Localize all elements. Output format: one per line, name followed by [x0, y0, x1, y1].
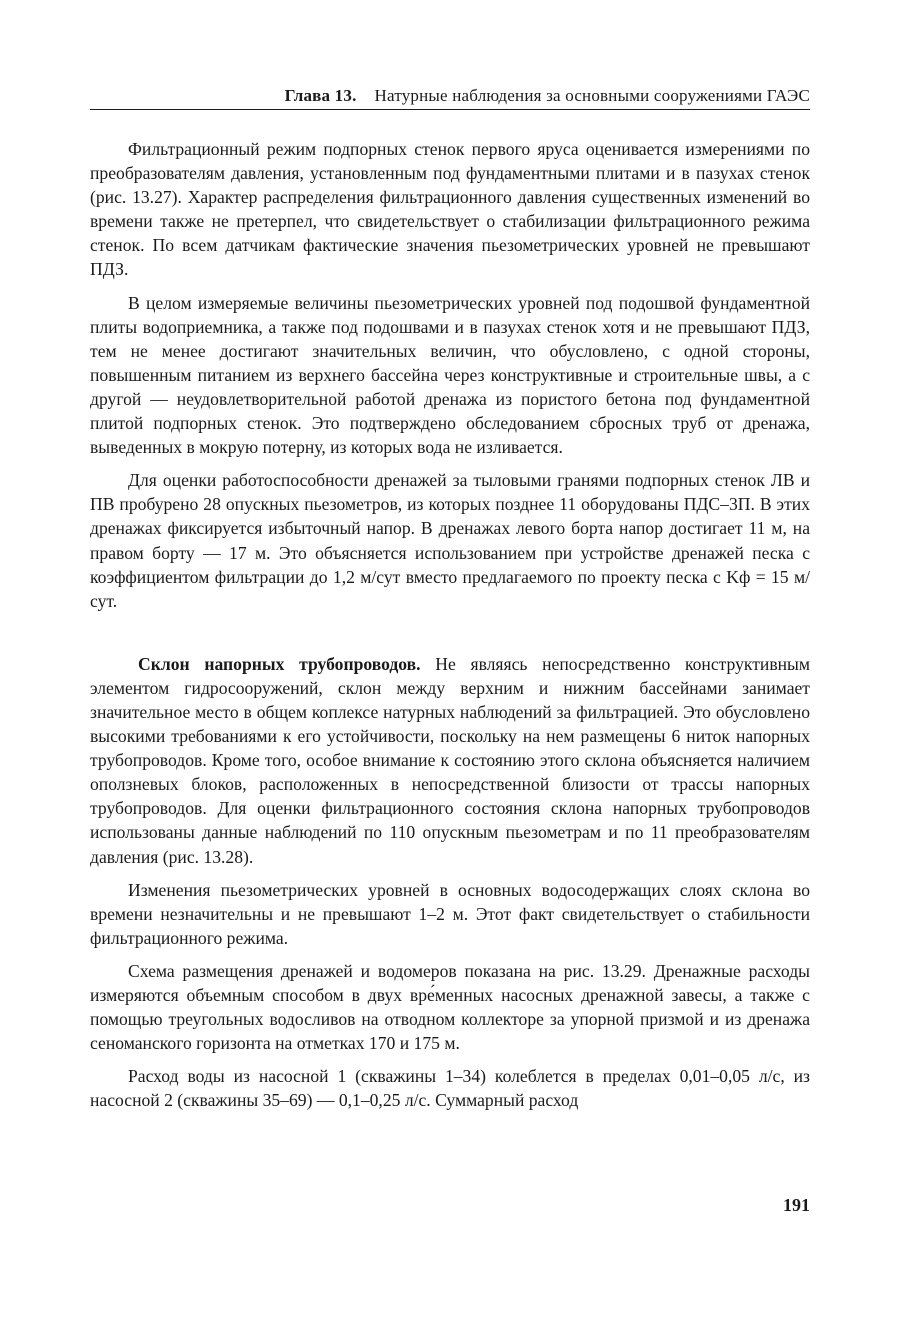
- paragraph: Для оценки работоспособности дренажей за тыловыми гранями подпорных стенок ЛВ и ПВ пробурено 28 опускных пьезометров, из которых позднее 11 оборудованы ПДС–3П. В этих дренажах фиксируется избыточный напор. В дренажах левого борта напор достигает 11 м, на правом борту — 17 м. Это объясняется использованием при устройстве дренажей песка с коэффициентом фильтрации до 1,2 м/сут вместо предлагаемого по проекту песка с Kф = 15 м/сут.: [90, 470, 810, 611]
- section-paragraph: [90, 652, 810, 869]
- paragraph: Схема размещения дренажей и водомеров показана на рис. 13.29. Дренажные расходы измеряются объемным способом в двух вре́менных насосных дренажной завесы, а также с помощью треугольных водосливов на отводном коллекторе за упорной призмой и из дренажа сеноманского горизонта на отметках 170 и 175 м.: [90, 960, 810, 1054]
- section-lead-text: Не являясь непосредственно конструктивным элементом гидросооружений, склон между верхним и нижним бассейнами занимает значительное место в общем коплексе натурных наблюдений за фильтрацией. Это обусловлено высокими требованиями к его устойчивости, поскольку на нем размещены 6 ниток напорных трубопроводов. Кроме того, особое внимание к состоянию этого склона объясняется наличием оползневых блоков, расположенных в непосредственной близости от трассы напорных трубопроводов. Для оценки фильтрационного состояния склона напорных трубопроводов использованы данные наблюдений по 110 опускным пьезометрам и по 11 преобразователям давления (рис. 13.28).: [90, 653, 811, 867]
- chapter-label: Глава 13.: [284, 86, 357, 105]
- paragraph: Фильтрационный режим подпорных стенок первого яруса оценивается измерениями по преобразователям давления, установленным под фундаментными плитами и в пазухах стенок (рис. 13.27). Характер распределения фильтрационного давления существенных изменений во времени также не претерпел, что свидетельствует о стабилизации фильтрационного режима стенок. По всем датчикам фактические значения пьезометрических уровней не превышают ПДЗ.: [90, 139, 810, 280]
- paragraph: Расход воды из насосной 1 (скважины 1–34) колеблется в пределах 0,01–0,05 л/с, из насосной 2 (скважины 35–69) — 0,1–0,25 л/с. Суммарный расход: [90, 1066, 810, 1111]
- chapter-title: Натурные наблюдения за основными сооружениями ГАЭС: [374, 86, 810, 105]
- section-heading: Склон напорных трубопроводов.: [138, 653, 421, 674]
- paragraph: В целом измеряемые величины пьезометрических уровней под подошвой фундаментной плиты водоприемника, а также под подошвами и в пазухах стенок хотя и не превышают ПДЗ, тем не менее достигают значительных величин, что обусловлено, с одной стороны, повышенным питанием из верхнего бассейна через конструктивные и строительные швы, а с другой — неудовлетворительной работой дренажа из пористого бетона под фундаментной плитой подпорных стенок. Это подтверждено обследованием сбросных труб от дренажа, выведенных в мокрую потерну, из которых вода не изливается.: [90, 292, 810, 458]
- page-body: [90, 137, 810, 1121]
- running-header: [90, 86, 810, 110]
- page-number: 191: [783, 1195, 810, 1215]
- paragraph: Изменения пьезометрических уровней в основных водосодержащих слоях склона во времени незначительны и не превышают 1–2 м. Этот факт свидетельствует о стабильности фильтрационного режима.: [90, 879, 810, 948]
